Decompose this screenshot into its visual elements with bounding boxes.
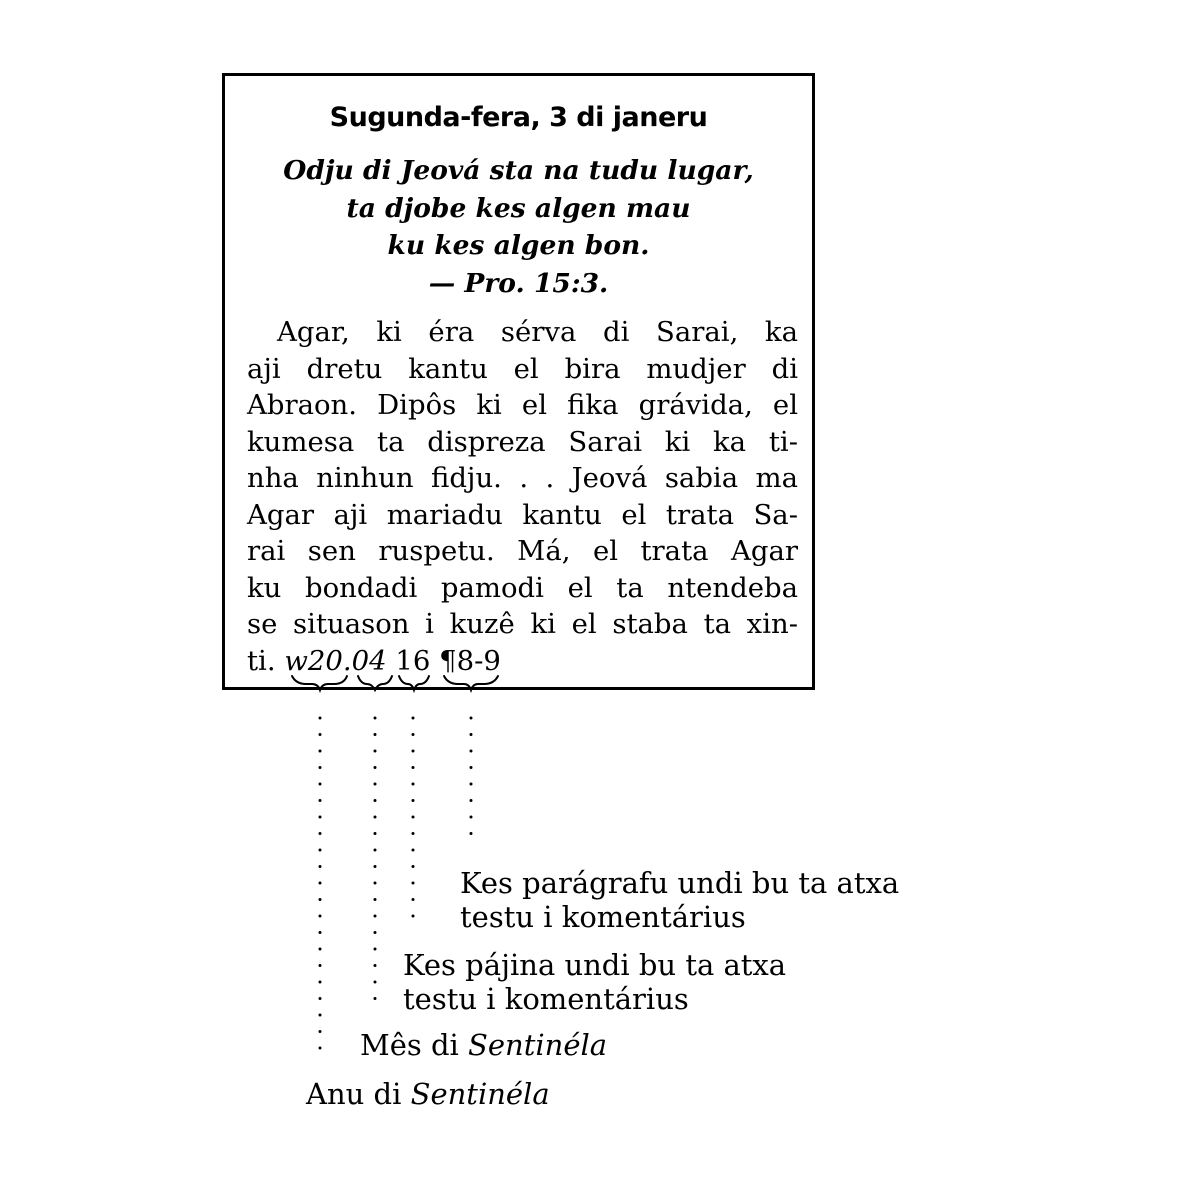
comment-line: kumesa ta dispreza Sarai ki ka ti- [247,425,798,458]
comment-line: nha ninhun fidju. . . Jeová sabia ma [247,462,798,494]
comment-line: aji dretu kantu el bira mudjer di [247,352,798,385]
comment-line: Agar aji mariadu kantu el trata Sa- [247,498,798,531]
paragraph-label: Kes parágrafu undi bu ta atxa testu i komentárius [460,866,900,934]
page-label: Kes pájina undi bu ta atxa testu i komentárius [403,948,787,1016]
brace-paragraph [444,676,498,690]
comment-line: se situason i kuzê ki el staba ta xin- [247,608,798,640]
brace-year [292,676,347,690]
month-label: Mês di Sentinéla [360,1028,608,1062]
year-label: Anu di Sentinéla [306,1077,550,1111]
reference-year: w20 [284,644,343,677]
verse-line: Odju di Jeová sta na tudu lugar, [283,155,754,186]
brace-month [358,676,392,690]
comment-line: Abraon. Dipôs ki el fika grávida, el [247,389,798,421]
reference-separator: . [342,644,352,677]
comment-line: rai sen ruspetu. Má, el trata Agar [247,535,798,567]
reference-paragraphs: ¶8-9 [439,644,501,677]
verse-line: ku kes algen bon. [387,230,650,261]
reference-page: 16 [395,644,431,677]
comment-line: Agar, ki éra sérva di Sarai, ka [277,316,798,348]
last-line-prefix: ti. [247,644,276,677]
date-heading: Sugunda-fera, 3 di janeru [329,102,708,133]
verse-citation: — Pro. 15:3. [428,267,609,299]
reference-month: 04 [351,644,387,677]
comment-line: ku bondadi pamodi el ta ntendeba [247,571,798,604]
brace-page [399,676,429,690]
verse-line: ta djobe kes algen mau [346,192,691,224]
